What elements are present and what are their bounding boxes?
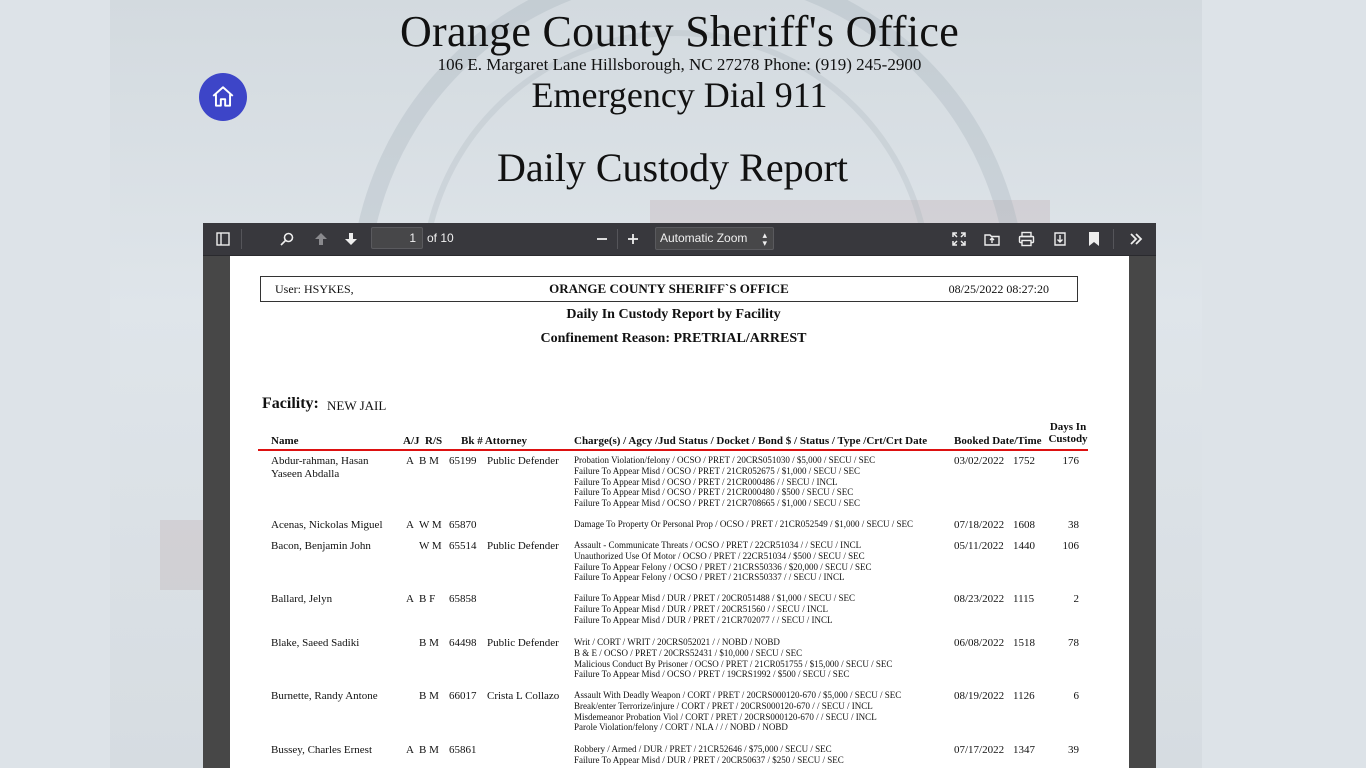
booking-number: 65870 [449,519,477,531]
booked-time: 1440 [1013,540,1035,552]
booked-date: 08/19/2022 [954,690,1005,702]
zoom-select[interactable] [655,227,774,250]
inmate-name: Acenas, Nickolas Miguel [271,519,383,531]
booked-time: 1115 [1013,593,1035,605]
adult-juvenile: A [406,519,414,531]
charge-line: Failure To Appear Misd / DUR / PRET / 20CR051488 / $1,000 / SECU / SEC [574,593,856,603]
charge-line: Probation Violation/felony / OCSO / PRET / 20CRS051030 / $5,000 / SECU / SEC [574,455,876,465]
booked-date: 03/02/2022 [954,455,1005,467]
charge-line: Break/enter Terrorize/injure / CORT / PRET / 20CRS000120-670 / / SECU / INCL [574,700,873,711]
open-file-icon[interactable] [982,229,1002,249]
booked-date: 07/18/2022 [954,519,1005,531]
booked-time: 1126 [1013,690,1035,702]
presentation-mode-icon[interactable] [949,229,969,249]
column-header-name: Name [271,435,299,447]
zoom-in-icon[interactable] [623,229,643,249]
booking-number: 65514 [449,540,477,552]
attorney: Public Defender [487,455,559,467]
attorney: Public Defender [487,637,559,649]
charge-line: B & E / OCSO / PRET / 20CRS52431 / $10,000 / SECU / SEC [574,647,803,658]
booking-number: 65858 [449,593,477,605]
booked-date: 06/08/2022 [954,637,1005,649]
column-header-days [1047,421,1089,445]
column-header-booked: Booked Date/Time [954,435,1042,447]
toolbar-separator [617,229,618,249]
page-title: Daily Custody Report [496,145,849,190]
days-in-custody: 39 [1068,744,1079,756]
toolbar-separator [241,229,242,249]
booked-date: 07/17/2022 [954,744,1005,756]
column-header-days-line2: Custody [1048,433,1088,445]
charge-line: Failure To Appear Misd / DUR / PRET / 20CR51560 / / SECU / INCL [574,603,829,614]
column-header-charges: Charge(s) / Agcy /Jud Status / Docket / Bond $ / Status / Type /Crt/Crt Date [574,435,928,447]
download-icon[interactable] [1050,229,1070,249]
tools-menu-icon[interactable] [1126,229,1146,249]
charge-line: Failure To Appear Misd / OCSO / PRET / 21CR052675 / $1,000 / SECU / SEC [574,465,861,476]
charge-line: Failure To Appear Misd / OCSO / PRET / 21CR000486 / / SECU / INCL [574,476,838,487]
inmate-name: Blake, Saeed Sadiki [271,637,360,649]
charges-list [574,593,954,625]
toolbar-separator [1113,229,1114,249]
report-subtitle: Daily In Custody Report by Facility [566,307,781,322]
pdf-page [230,256,1129,768]
race-sex: W M [419,540,442,552]
booked-date: 05/11/2022 [954,540,1004,552]
header-divider [258,449,1088,451]
page-number-input[interactable]: 1 [371,227,423,249]
column-header-bk-attorney: Bk # Attorney [461,435,527,447]
booking-number: 64498 [449,637,477,649]
charge-line: Failure To Appear Misd / DUR / PRET / 20CR50637 / $250 / SECU / SEC [574,754,844,765]
days-in-custody: 6 [1073,690,1079,702]
zoom-select-value: Automatic Zoom [660,231,748,245]
site-address: 106 E. Margaret Lane Hillsborough, NC 27278 Phone: (919) 245-2900 [437,55,922,74]
booked-time: 1752 [1013,455,1035,467]
charge-line: Misdemeanor Probation Viol / CORT / PRET / 20CRS000120-670 / / SECU / INCL [574,711,877,722]
race-sex: B M [419,455,439,467]
inmate-name: Burnette, Randy Antone [271,690,378,702]
inmate-name: Ballard, Jelyn [271,593,333,605]
charges-list [574,455,954,509]
booking-number: 66017 [449,690,477,702]
charges-list [574,519,954,530]
sidebar-toggle-icon[interactable] [213,229,233,249]
booked-date: 08/23/2022 [954,593,1005,605]
inmate-name: Abdur-rahman, Hasan Yaseen Abdalla [271,455,369,480]
bookmark-icon[interactable] [1084,229,1104,249]
column-header-aj-rs: A/J R/S [403,435,443,447]
inmate-name: Bussey, Charles Ernest [271,744,373,756]
booking-number: 65861 [449,744,477,756]
charge-line: Failure To Appear Felony / OCSO / PRET / 21CRS50336 / $20,000 / SECU / SEC [574,561,872,572]
days-in-custody: 38 [1068,519,1079,531]
booked-time: 1518 [1013,637,1035,649]
search-icon[interactable] [277,229,297,249]
previous-page-icon[interactable] [311,229,331,249]
charge-line: Damage To Property Or Personal Prop / OCSO / PRET / 21CR052549 / $1,000 / SECU / SEC [574,519,914,529]
days-in-custody: 176 [1062,455,1079,467]
charge-line: Writ / CORT / WRIT / 20CRS052021 / / NOBD / NOBD [574,637,780,647]
adult-juvenile: A [406,455,414,467]
adult-juvenile: A [406,593,414,605]
site-title: Orange County Sheriff's Office [399,7,960,56]
booked-time: 1347 [1013,744,1035,756]
zoom-out-icon[interactable] [592,229,612,249]
days-in-custody: 78 [1068,637,1079,649]
pdf-viewer [203,223,1156,768]
facility-label: Facility: [262,395,319,412]
charges-list [574,637,954,680]
report-user: User: HSYKES, [275,282,354,296]
charge-line: Assault With Deadly Weapon / CORT / PRET / 20CRS000120-670 / $5,000 / SECU / SEC [574,690,902,700]
report-organization: ORANGE COUNTY SHERIFF`S OFFICE [549,281,789,296]
next-page-icon[interactable] [341,229,361,249]
race-sex: B F [419,593,436,605]
charge-line: Failure To Appear Misd / OCSO / PRET / 21CR000480 / $500 / SECU / SEC [574,487,854,498]
attorney: Crista L Collazo [487,690,560,702]
race-sex: W M [419,519,442,531]
charge-line: Failure To Appear Felony / OCSO / PRET / 21CRS50337 / / SECU / INCL [574,572,845,583]
chevron-updown-icon: ▴ ▾ [762,230,767,248]
report-confinement: Confinement Reason: PRETRIAL/ARREST [540,331,807,346]
print-icon[interactable] [1016,229,1036,249]
charges-list [574,744,954,766]
column-header-days-line1: Days In [1049,421,1087,433]
charge-line: Robbery / Armed / DUR / PRET / 21CR52646 / $75,000 / SECU / SEC [574,744,832,754]
adult-juvenile: A [406,744,414,756]
days-in-custody: 2 [1073,593,1079,605]
charges-list [574,690,954,733]
report-header-box [260,276,1078,302]
attorney: Public Defender [487,540,559,552]
charges-list [574,540,954,583]
charge-line: Failure To Appear Misd / DUR / PRET / 21CR702077 / / SECU / INCL [574,614,833,625]
home-icon [210,84,236,110]
charge-line: Failure To Appear Misd / OCSO / PRET / 21CR708665 / $1,000 / SECU / SEC [574,498,861,509]
days-in-custody: 106 [1062,540,1079,552]
charge-line: Parole Violation/felony / CORT / NLA / / / NOBD / NOBD [574,722,788,733]
charge-line: Assault - Communicate Threats / OCSO / PRET / 22CR51034 / / SECU / INCL [574,540,862,550]
charge-line: Unauthorized Use Of Motor / OCSO / PRET / 22CR51034 / $500 / SECU / SEC [574,550,865,561]
home-button[interactable] [199,73,247,121]
pdf-toolbar [203,223,1156,256]
race-sex: B M [419,744,439,756]
race-sex: B M [419,690,439,702]
charge-line: Failure To Appear Misd / OCSO / PRET / 19CRS1992 / $500 / SECU / SEC [574,669,850,680]
page-count: of 10 [427,231,454,245]
report-datetime: 08/25/2022 08:27:20 [948,282,1049,296]
booking-number: 65199 [449,455,477,467]
race-sex: B M [419,637,439,649]
facility-value: NEW JAIL [327,398,387,413]
charge-line: Malicious Conduct By Prisoner / OCSO / PRET / 21CR051755 / $15,000 / SECU / SEC [574,658,893,669]
emergency-line: Emergency Dial 911 [531,75,828,115]
inmate-name: Bacon, Benjamin John [271,540,371,552]
booked-time: 1608 [1013,519,1035,531]
